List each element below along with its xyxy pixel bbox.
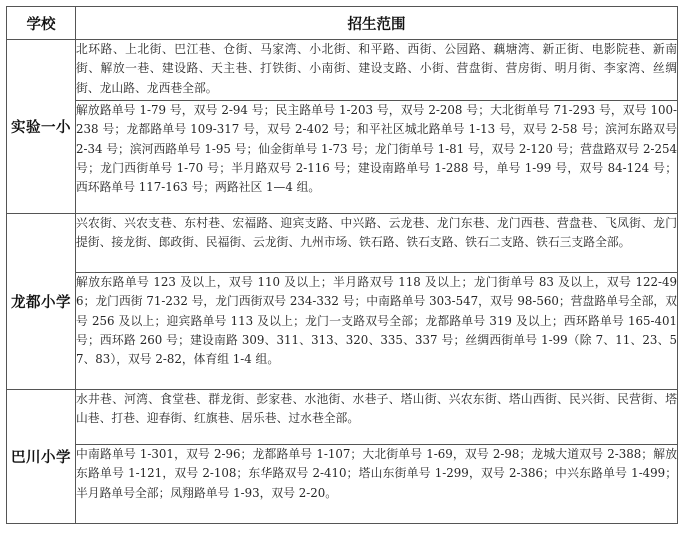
house-number-list: 解放路单号 1-79 号，双号 2-94 号；民主路单号 1-203 号，双号 2-208 号；大北街单号 71-293 号，双号 100-238 号；龙都路单号 109-317 号，双号 2-402 号；和平社区城北路单号 1-13 号，双号 2-58 号；滨河东路双号 2-34 号；滨河西路单号 1-95 号；仙金街单号 1-73 号；龙门街单号 1-81 号，双号 2-120 号；营盘路双号 2-254 号；龙门西街单号 1-70 号；半月路双号 2-116 号；建设南路单号 1-288 号，单号 1-99 号，双号 84-124 号；西环路单号 117-163 号；两路社区 1—4 组。 <box>76 101 678 214</box>
house-number-list: 中南路单号 1-301，双号 2-96；龙都路单号 1-107；大北街单号 1-69，双号 2-98；龙城大道双号 2-388；解放东路单号 1-121，双号 2-108；东华路双号 2-410；塔山东街单号 1-299，双号 2-386；中兴东路单号 1-499；半月路单号全部；凤翔路单号 1-93，双号 2-20。 <box>76 445 678 524</box>
table-row <box>7 40 678 101</box>
school-name: 龙都小学 <box>7 214 76 390</box>
table-row <box>7 273 678 390</box>
table-row <box>7 101 678 214</box>
school-column-header: 学校 <box>7 7 76 40</box>
enrollment-table <box>6 6 678 524</box>
table-row <box>7 390 678 445</box>
table-row <box>7 214 678 273</box>
table-row <box>7 445 678 524</box>
street-list: 北环路、上北街、巴江巷、仓街、马家湾、小北街、和平路、西街、公园路、藕塘湾、新正街、电影院巷、新南街、解放一巷、建设路、天主巷、打铁街、小南街、建设支路、小街、营盘街、营房街、明月街、李家湾、丝绸街、龙山路、龙西巷全部。 <box>76 40 678 101</box>
school-name: 实验一小 <box>7 40 76 214</box>
street-list: 兴农街、兴农支巷、东村巷、宏福路、迎宾支路、中兴路、云龙巷、龙门东巷、龙门西巷、营盘巷、飞凤街、龙门提街、接龙街、郎政街、民福街、云龙街、九州市场、铁石路、铁石支路、铁石二支路、铁石三支路全部。 <box>76 214 678 273</box>
header-row <box>7 7 678 40</box>
school-name: 巴川小学 <box>7 390 76 524</box>
street-list: 水井巷、河湾、食堂巷、群龙街、彭家巷、水池街、水巷子、塔山街、兴农东街、塔山西街、民兴街、民营街、塔山巷、打巷、迎春街、红旗巷、居乐巷、过水巷全部。 <box>76 390 678 445</box>
range-column-header: 招生范围 <box>76 7 678 40</box>
house-number-list: 解放东路单号 123 及以上，双号 110 及以上；半月路双号 118 及以上；龙门街单号 83 及以上，双号 122-496；龙门西街 71-232 号，龙门西街双号 234-332 号；中南路单号 303-547，双号 98-560；营盘路单号全部，双号 256 及以上；迎宾路单号 113 及以上；龙门一支路双号全部；龙都路单号 319 及以上；西环路单号 165-401 号；西环路 260 号；建设南路 309、311、313、320、335、337 号；丝绸西街单号 1-99（除 7、11、23、57、83），双号 2-82，体育组 1-4 组。 <box>76 273 678 390</box>
